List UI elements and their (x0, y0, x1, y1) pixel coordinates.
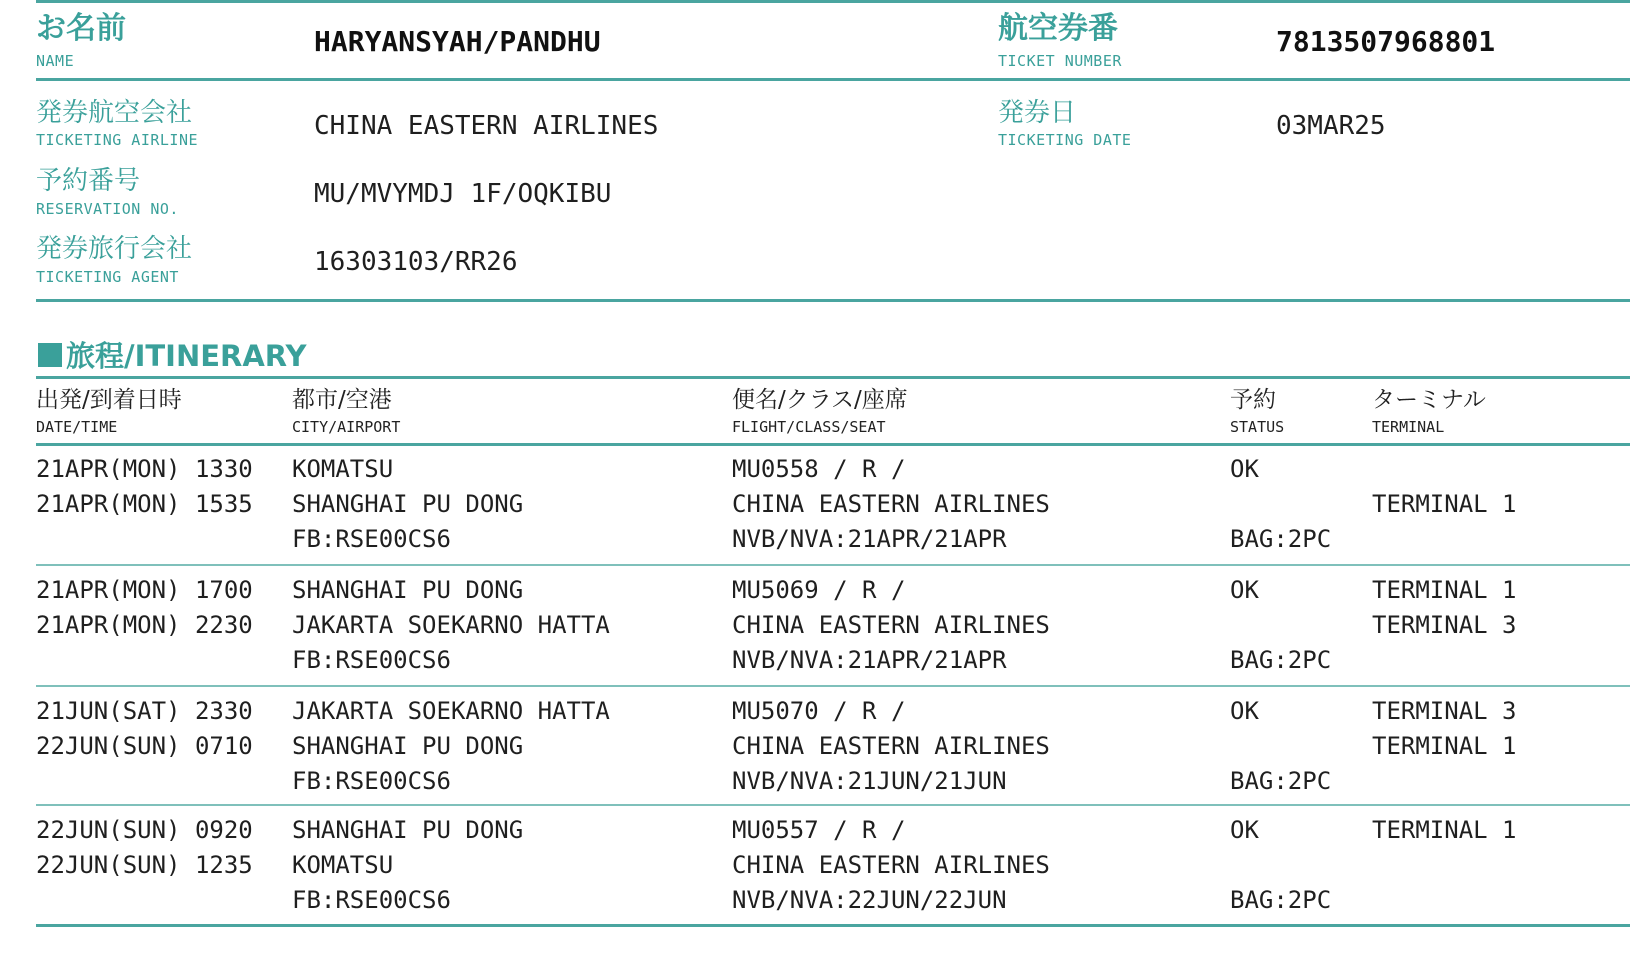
dep-terminal: TERMINAL 3 (1372, 697, 1517, 725)
status: OK (1230, 697, 1259, 725)
ticketing-airline-value: CHINA EASTERN AIRLINES (314, 111, 659, 141)
fare-basis: FB:RSE00CS6 (292, 886, 451, 914)
col-city-ja: 都市/空港 (292, 387, 392, 413)
arr-terminal: TERMINAL 1 (1372, 732, 1517, 760)
col-terminal-ja: ターミナル (1372, 387, 1486, 413)
itinerary-segment (0, 816, 1630, 926)
dep-terminal: TERMINAL 1 (1372, 576, 1517, 604)
validity: NVB/NVA:21APR/21APR (732, 525, 1007, 553)
itinerary-title (38, 339, 307, 373)
itinerary-segment (0, 455, 1630, 565)
col-flight-en: FLIGHT/CLASS/SEAT (732, 418, 886, 436)
name-label-en: NAME (36, 52, 75, 70)
flight-class-seat: MU0557 / R / (732, 816, 906, 844)
ticketing-airline-label-en: TICKETING AIRLINE (36, 131, 199, 149)
dep-datetime: 21APR(MON) 1330 (36, 455, 253, 483)
validity: NVB/NVA:21APR/21APR (732, 646, 1007, 674)
itinerary-segment (0, 697, 1630, 807)
col-datetime-en: DATE/TIME (36, 418, 118, 436)
itinerary-top-rule (36, 376, 1630, 379)
dep-datetime: 22JUN(SUN) 0920 (36, 816, 253, 844)
status: OK (1230, 576, 1259, 604)
airline: CHINA EASTERN AIRLINES (732, 611, 1050, 639)
airline: CHINA EASTERN AIRLINES (732, 851, 1050, 879)
ticketing-date-label-en: TICKETING DATE (998, 131, 1132, 149)
ticketing-agent-label-en: TICKETING AGENT (36, 268, 179, 286)
header-top-rule (36, 0, 1630, 3)
col-status-ja: 予約 (1230, 387, 1276, 413)
status: OK (1230, 455, 1259, 483)
baggage: BAG:2PC (1230, 886, 1332, 914)
reservation-value: MU/MVYMDJ 1F/OQKIBU (314, 179, 612, 209)
header-bottom-rule (36, 299, 1630, 302)
col-datetime-ja: 出発/到着日時 (36, 387, 182, 413)
dep-city: KOMATSU (292, 455, 394, 483)
flight-class-seat: MU5069 / R / (732, 576, 906, 604)
reservation-label-en: RESERVATION NO. (36, 200, 179, 218)
dep-datetime: 21APR(MON) 1700 (36, 576, 253, 604)
square-bullet-icon (38, 343, 62, 367)
airline: CHINA EASTERN AIRLINES (732, 490, 1050, 518)
baggage: BAG:2PC (1230, 646, 1332, 674)
arr-terminal: TERMINAL 1 (1372, 490, 1517, 518)
fare-basis: FB:RSE00CS6 (292, 525, 451, 553)
header-name-rule (36, 78, 1630, 81)
dep-city: SHANGHAI PU DONG (292, 816, 524, 844)
reservation-label-ja: 予約番号 (36, 166, 141, 196)
itinerary-bottom-rule (36, 924, 1630, 927)
name-label-ja: お名前 (36, 11, 126, 46)
flight-class-seat: MU0558 / R / (732, 455, 906, 483)
ticketing-agent-label-ja: 発券旅行会社 (36, 234, 193, 264)
segment-divider (36, 804, 1630, 806)
validity: NVB/NVA:22JUN/22JUN (732, 886, 1007, 914)
col-flight-ja: 便名/クラス/座席 (732, 387, 908, 413)
ticket-number-label-ja: 航空券番 (998, 11, 1118, 46)
baggage: BAG:2PC (1230, 525, 1332, 553)
fare-basis: FB:RSE00CS6 (292, 646, 451, 674)
dep-datetime: 21JUN(SAT) 2330 (36, 697, 253, 725)
validity: NVB/NVA:21JUN/21JUN (732, 767, 1007, 795)
baggage: BAG:2PC (1230, 767, 1332, 795)
status: OK (1230, 816, 1259, 844)
ticketing-agent-value: 16303103/RR26 (314, 247, 518, 277)
itinerary-title-text: 旅程/ITINERARY (66, 339, 307, 373)
ticketing-date-label-ja: 発券日 (998, 98, 1077, 128)
arr-city: KOMATSU (292, 851, 394, 879)
itinerary-header-rule (36, 443, 1630, 446)
itinerary-segment (0, 576, 1630, 686)
segment-divider (36, 564, 1630, 566)
ticket-number-value: 7813507968801 (1276, 25, 1496, 58)
segment-divider (36, 685, 1630, 687)
arr-datetime: 21APR(MON) 1535 (36, 490, 253, 518)
fare-basis: FB:RSE00CS6 (292, 767, 451, 795)
arr-city: SHANGHAI PU DONG (292, 490, 524, 518)
arr-terminal: TERMINAL 3 (1372, 611, 1517, 639)
arr-city: SHANGHAI PU DONG (292, 732, 524, 760)
ticket-number-label-en: TICKET NUMBER (998, 52, 1122, 70)
airline: CHINA EASTERN AIRLINES (732, 732, 1050, 760)
dep-city: SHANGHAI PU DONG (292, 576, 524, 604)
dep-terminal: TERMINAL 1 (1372, 816, 1517, 844)
arr-city: JAKARTA SOEKARNO HATTA (292, 611, 610, 639)
flight-class-seat: MU5070 / R / (732, 697, 906, 725)
col-terminal-en: TERMINAL (1372, 418, 1445, 436)
col-status-en: STATUS (1230, 418, 1285, 436)
ticketing-airline-label-ja: 発券航空会社 (36, 98, 193, 128)
arr-datetime: 22JUN(SUN) 1235 (36, 851, 253, 879)
passenger-name: HARYANSYAH/PANDHU (314, 25, 601, 58)
col-city-en: CITY/AIRPORT (292, 418, 401, 436)
ticketing-date-value: 03MAR25 (1276, 111, 1386, 141)
dep-city: JAKARTA SOEKARNO HATTA (292, 697, 610, 725)
arr-datetime: 21APR(MON) 2230 (36, 611, 253, 639)
arr-datetime: 22JUN(SUN) 0710 (36, 732, 253, 760)
